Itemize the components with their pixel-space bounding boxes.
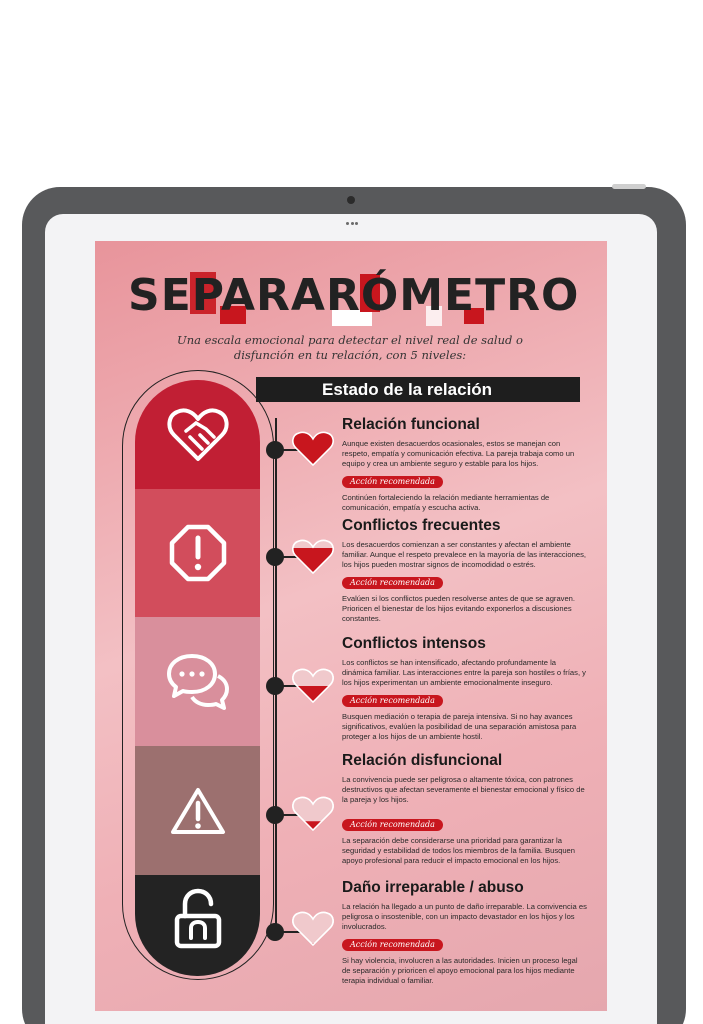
level-title: Conflictos intensos <box>342 635 486 652</box>
level-title: Relación disfuncional <box>342 752 503 769</box>
scale-level-1 <box>135 380 260 489</box>
heart-level-icon <box>292 796 334 832</box>
level-4-block <box>342 752 587 866</box>
level-description: Los desacuerdos comienzan a ser constantes y afectan el ambiente familiar. Aunque el respeto prevalece en la mayoría de las interacciones, los hijos pueden mostrar signos de incomodidad o estrés. <box>342 540 586 569</box>
timeline-node <box>266 677 284 695</box>
timeline-node <box>266 548 284 566</box>
heart-level-icon <box>292 668 334 704</box>
timeline-node <box>266 806 284 824</box>
level-description: La convivencia puede ser peligrosa o altamente tóxica, con patrones destructivos que afectan severamente el bienestar emocional y físico de la pareja y los hijos. <box>342 775 585 804</box>
alert-octagon-icon <box>168 523 228 583</box>
heart-handshake-icon <box>166 407 230 463</box>
heart-level-icon <box>292 911 334 947</box>
level-3-block <box>342 635 587 742</box>
poster-title-text: SEPARARÓMETRO <box>128 270 580 321</box>
level-action: Evalúen si los conflictos pueden resolverse antes de que se agraven. Prioricen el bienestar de los hijos evitando exponerlos a discusiones constantes. <box>342 594 576 623</box>
recommended-action-badge: Acción recomendada <box>342 577 443 589</box>
scale-level-3 <box>135 617 260 746</box>
level-description: Aunque existen desacuerdos ocasionales, estos se manejan con respeto, empatía y comunicación efectiva. La pareja trabaja como un equipo y crea un ambiente seguro y estable para los hijos. <box>342 439 575 468</box>
level-5-block <box>342 879 587 986</box>
timeline-line <box>275 418 277 933</box>
level-action: La separación debe considerarse una prioridad para garantizar la seguridad y estabilidad de todos los miembros de la familia. Busquen apoyo profesional para reducir el impacto emocional en los hijos. <box>342 836 576 865</box>
scale-level-2 <box>135 489 260 617</box>
level-title: Relación funcional <box>342 416 480 433</box>
recommended-action-badge: Acción recomendada <box>342 819 443 831</box>
level-action: Continúen fortaleciendo la relación mediante herramientas de comunicación, empatía y escucha activa. <box>342 493 550 512</box>
timeline-node <box>266 923 284 941</box>
recommended-action-badge: Acción recomendada <box>342 695 443 707</box>
recommended-action-badge: Acción recomendada <box>342 476 443 488</box>
level-1-block <box>342 416 587 513</box>
tablet-power-button <box>612 184 646 189</box>
level-action: Si hay violencia, involucren a las autoridades. Inicien un proceso legal de separación y prioricen el apoyo emocional para los hijos mediante terapia individual o familiar. <box>342 956 578 985</box>
poster-title <box>128 266 578 336</box>
warning-triangle-icon <box>170 786 226 836</box>
camera-icon <box>347 196 355 204</box>
scale-level-4 <box>135 746 260 875</box>
level-2-block <box>342 517 587 624</box>
heart-level-icon <box>292 539 334 575</box>
level-action: Busquen mediación o terapia de pareja intensiva. Si no hay avances significativos, evalúen la posibilidad de una separación amistosa para proteger a los hijos de un ambiente hostil. <box>342 712 577 741</box>
timeline-node <box>266 441 284 459</box>
level-title: Daño irreparable / abuso <box>342 879 524 896</box>
level-description: La relación ha llegado a un punto de daño irreparable. La convivencia es peligrosa o insostenible, con un impacto devastador en los hijos y los involucrados. <box>342 902 587 931</box>
level-description: Los conflictos se han intensificado, afectando profundamente la dinámica familiar. Las interacciones entre la pareja son hostiles o frías, y los hijos experimentan un ambiente emocionalmente inseguro. <box>342 658 586 687</box>
chat-bubbles-icon <box>166 652 230 712</box>
level-title: Conflictos frecuentes <box>342 517 501 534</box>
more-dots-icon[interactable] <box>346 222 358 225</box>
section-header: Estado de la relación <box>256 377 580 402</box>
recommended-action-badge: Acción recomendada <box>342 939 443 951</box>
poster-subtitle: Una escala emocional para detectar el nivel real de salud o disfunción en tu relación, con 5 niveles: <box>177 333 523 362</box>
heart-level-icon <box>292 431 334 467</box>
scale-stack <box>135 380 260 976</box>
unlocked-padlock-icon <box>173 888 223 950</box>
scale-level-5 <box>135 875 260 976</box>
